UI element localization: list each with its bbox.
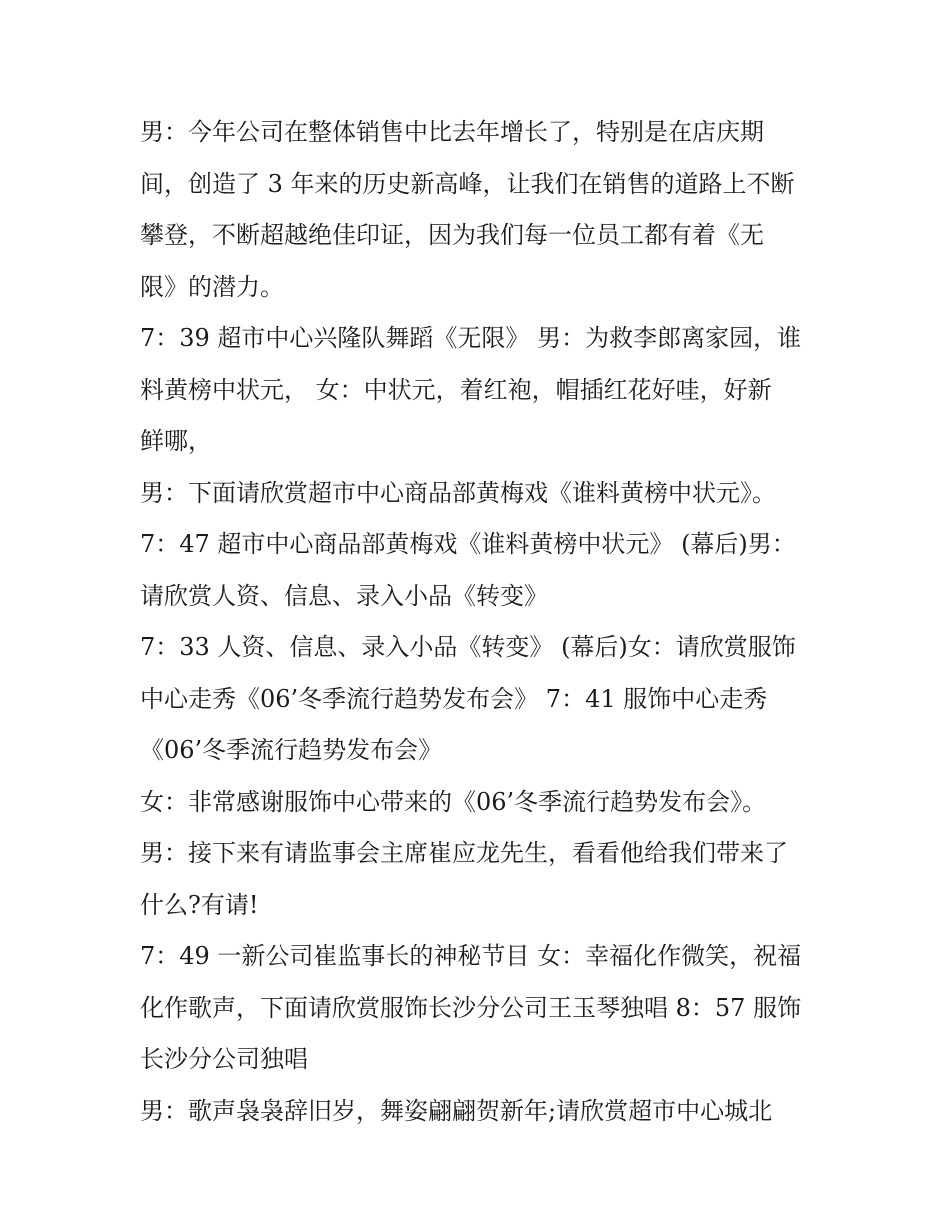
paragraph: 7：33 人资、信息、录入小品《转变》 (幕后)女：请欣赏服饰 中心走秀《06’冬季流行趋势发布会》 7：41 服饰中心走秀 《06’冬季流行趋势发布会》 — [140, 633, 796, 764]
paragraph: 男：今年公司在整体销售中比去年增长了，特别是在店庆期 间，创造了 3 年来的历史新高峰，让我们在销售的道路上不断 攀登，不断超越绝佳印证，因为我们每一位员工都有着《无 限》的潜力。 — [140, 118, 795, 301]
paragraph: 男：接下来有请监事会主席崔应龙先生，看看他给我们带来了 什么?有请! — [140, 839, 788, 919]
paragraph: 7：49 一新公司崔监事长的神秘节目 女：幸福化作微笑，祝福 化作歌声，下面请欣赏服饰长沙分公司王玉琴独唱 8：57 服饰 长沙分公司独唱 — [140, 942, 802, 1073]
paragraph: 女：非常感谢服饰中心带来的《06’冬季流行趋势发布会》。 — [140, 787, 767, 816]
paragraph: 7：47 超市中心商品部黄梅戏《谁料黄榜中状元》 (幕后)男： 请欣赏人资、信息、录入小品《转变》 — [140, 530, 796, 610]
document-body — [140, 107, 820, 1137]
paragraph: 7：39 超市中心兴隆队舞蹈《无限》 男：为救李郎离家园，谁 料黄榜中状元， 女：中状元，着红袍，帽插红花好哇，好新 鲜哪， — [140, 324, 802, 455]
paragraph: 男：歌声袅袅辞旧岁，舞姿翩翩贺新年;请欣赏超市中心城北 — [140, 1096, 773, 1125]
paragraph: 男：下面请欣赏超市中心商品部黄梅戏《谁料黄榜中状元》。 — [140, 478, 776, 507]
